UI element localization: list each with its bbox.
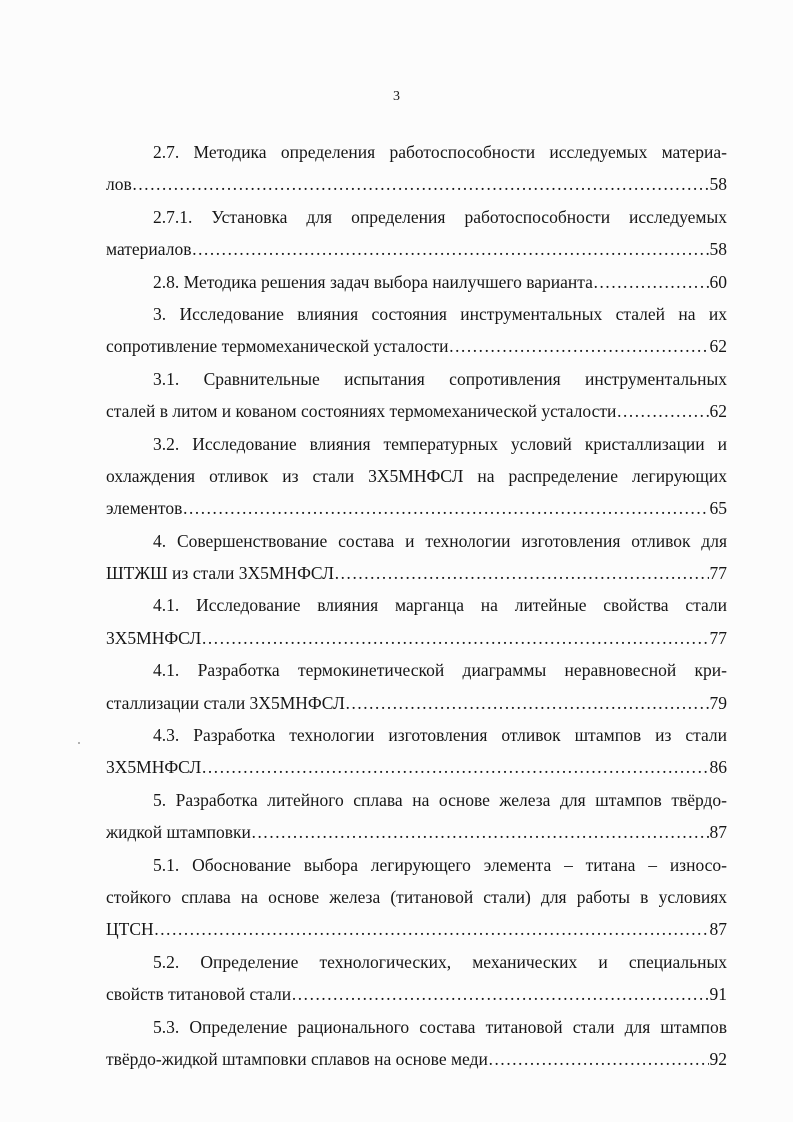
dot-leader <box>488 1043 709 1075</box>
toc-entry-title-text: 2.8. Методика решения задач выбора наилучшего варианта <box>153 271 593 292</box>
toc-entry-last-line <box>106 492 727 524</box>
toc-entry-title-text: 2.7. Методика определения работоспособности исследуемых материа- <box>153 142 727 162</box>
toc-entry-last-line <box>106 266 727 298</box>
toc-entry-title-text: 4. Совершенствование состава и технологии изготовления отливок для <box>153 530 727 551</box>
scan-speck <box>78 742 80 744</box>
toc-entry-title-text: сопротивление термомеханической усталости <box>106 336 449 357</box>
toc-entry-title-text: 4.1. Разработка термокинетической диаграммы неравновесной кри- <box>153 660 727 681</box>
dot-leader <box>201 751 708 783</box>
toc-entry <box>106 363 727 428</box>
toc-page-number: 79 <box>709 692 727 713</box>
toc-entry <box>106 201 727 266</box>
toc-entry-title-text: ЦТСН <box>106 919 154 940</box>
toc-entry-last-line <box>106 330 727 362</box>
toc-page-number: 86 <box>709 757 727 778</box>
toc-entry <box>106 784 727 849</box>
toc-page-number: 62 <box>709 401 727 422</box>
toc-entry-title-text: материалов <box>106 239 192 260</box>
toc-entry <box>106 589 727 654</box>
toc-entry-last-line <box>106 233 727 265</box>
toc-entry-last-line <box>106 557 727 589</box>
toc-entry-last-line <box>106 168 727 200</box>
dot-leader <box>154 913 709 945</box>
toc-entry-title-text: ШТЖШ из стали 3Х5МНФСЛ <box>106 563 334 584</box>
toc-entry-title-text: 2.7.1. Установка для определения работоспособности исследуемых <box>153 206 727 227</box>
toc-page-number: 58 <box>709 174 727 195</box>
dot-leader <box>191 233 708 265</box>
dot-leader <box>251 816 709 848</box>
toc-entry-title-text: 3.1. Сравнительные испытания сопротивления инструментальных <box>153 368 727 389</box>
toc-entry-title-text: свойств титановой стали <box>106 984 292 1005</box>
toc-entry-last-line <box>106 913 727 945</box>
toc-entry <box>106 654 727 719</box>
toc-page-number: 58 <box>709 239 727 260</box>
toc-page-number: 92 <box>709 1048 727 1069</box>
toc-page-number: 77 <box>709 563 727 584</box>
toc-entry <box>106 428 727 525</box>
toc-entry-last-line <box>106 395 727 427</box>
toc-entry <box>106 136 727 201</box>
toc-entry-title-text: 3Х5МНФСЛ <box>106 757 202 778</box>
toc-page-number: 91 <box>709 984 727 1005</box>
toc-entry-title-text: 5. Разработка литейного сплава на основе железа для штампов твёрдо- <box>153 789 727 810</box>
dot-leader <box>182 492 708 524</box>
toc-entry-last-line <box>106 622 727 654</box>
toc-entry <box>106 849 727 946</box>
toc-entry-title-text: сталей в литом и кованом состояниях термомеханической усталости <box>106 401 617 422</box>
toc-entry-title-text: 3. Исследование влияния состояния инструментальных сталей на их <box>153 303 727 324</box>
toc-entry-last-line <box>106 751 727 783</box>
dot-leader <box>291 978 708 1010</box>
toc-entry <box>106 525 727 590</box>
toc-page-number: 87 <box>709 822 727 843</box>
toc-page-number: 65 <box>709 498 727 519</box>
toc-entry-last-line <box>106 687 727 719</box>
page-number: 3 <box>393 89 400 104</box>
toc-entry-last-line <box>106 1043 727 1075</box>
dot-leader <box>616 395 708 427</box>
toc-entry-title-text: сталлизации стали 3Х5МНФСЛ <box>106 692 345 713</box>
toc-entry <box>106 298 727 363</box>
table-of-contents <box>106 136 727 1075</box>
dot-leader <box>334 557 709 589</box>
toc-entry-title-text: лов <box>106 174 132 195</box>
toc-entry-last-line <box>106 816 727 848</box>
toc-page-number: 60 <box>709 271 727 292</box>
toc-entry-title-text: 4.1. Исследование влияния марганца на литейные свойства стали <box>153 595 727 616</box>
dot-leader <box>132 168 709 200</box>
toc-entry-title-text: элементов <box>106 498 183 519</box>
dot-leader <box>345 687 709 719</box>
dot-leader <box>448 330 708 362</box>
toc-entry-title-text: охлаждения отливок из стали 3Х5МНФСЛ на распределение легирующих <box>106 465 727 486</box>
dot-leader <box>201 622 708 654</box>
toc-entry-title-text: 5.2. Определение технологических, механических и специальных <box>153 951 727 972</box>
toc-entry-title-text: 3Х5МНФСЛ <box>106 627 202 648</box>
toc-entry-title-text: 5.1. Обоснование выбора легирующего элемента – титана – износо- <box>153 854 727 875</box>
toc-entry-title-text: 5.3. Определение рационального состава титановой стали для штампов <box>153 1016 727 1037</box>
toc-entry-title-text: жидкой штамповки <box>106 822 251 843</box>
toc-page-number: 77 <box>709 627 727 648</box>
toc-entry <box>106 946 727 1011</box>
toc-entry-last-line <box>106 978 727 1010</box>
toc-entry <box>106 719 727 784</box>
toc-entry-title-text: 4.3. Разработка технологии изготовления отливок штампов из стали <box>153 725 727 746</box>
toc-entry <box>106 1011 727 1076</box>
toc-entry-title-text: стойкого сплава на основе железа (титановой стали) для работы в условиях <box>106 886 727 907</box>
toc-page-number: 87 <box>709 919 727 940</box>
toc-entry-title-text: 3.2. Исследование влияния температурных условий кристаллизации и <box>153 433 727 454</box>
toc-page-number: 62 <box>709 336 727 357</box>
dot-leader <box>593 266 709 298</box>
toc-entry-title-text: твёрдо-жидкой штамповки сплавов на основе меди <box>106 1048 488 1069</box>
toc-entry <box>106 266 727 298</box>
